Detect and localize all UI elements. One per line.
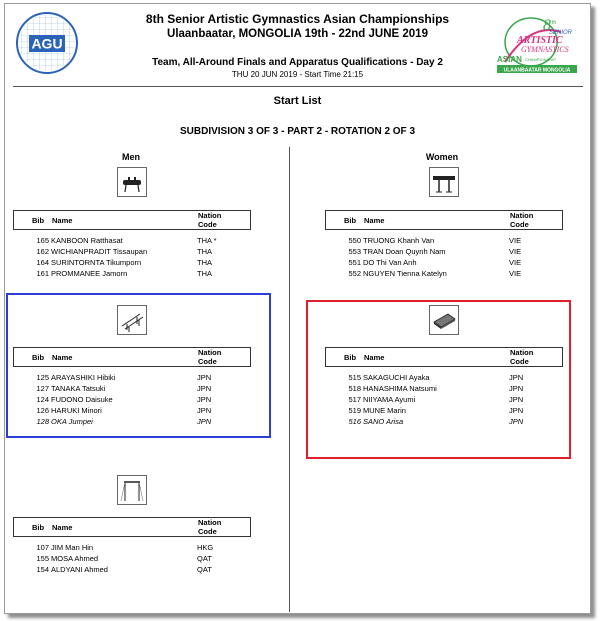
floor-exercise-icon <box>429 305 459 335</box>
athlete-row <box>13 416 251 427</box>
svg-text:ASIAN: ASIAN <box>497 55 522 64</box>
women-table-header <box>325 347 563 367</box>
athlete-bib: 516 <box>348 417 361 426</box>
athlete-name: JIM Man Hin <box>51 543 94 552</box>
parallel-bars-icon <box>117 305 147 335</box>
nation-header-line2: Code <box>198 220 217 229</box>
athlete-nation: VIE <box>509 247 522 256</box>
athlete-name: PROMMANEE Jamorn <box>51 269 128 278</box>
athlete-bib: 107 <box>36 543 49 552</box>
athlete-bib: 517 <box>348 395 361 404</box>
location-dates: Ulaanbaatar, MONGOLIA 19th - 22nd JUNE 2019 <box>167 28 428 40</box>
athlete-bib: 551 <box>348 258 361 267</box>
women-column-title: Women <box>425 152 459 162</box>
athlete-bib: 154 <box>36 565 49 574</box>
nation-header-line1: Nation <box>510 211 534 220</box>
athlete-bib: 125 <box>36 373 49 382</box>
athlete-name: FUDONO Daisuke <box>51 395 113 404</box>
athlete-row <box>325 257 563 268</box>
athlete-bib: 518 <box>348 384 361 393</box>
athlete-nation: JPN <box>509 384 524 393</box>
svg-text:ULAANBAATAR MONGOLIA: ULAANBAATAR MONGOLIA <box>503 67 571 74</box>
nation-header-line2: Code <box>198 357 217 366</box>
athlete-row <box>13 246 251 257</box>
athlete-name: TRAN Doan Quynh Nam <box>363 247 446 256</box>
athlete-bib: 165 <box>36 236 49 245</box>
bib-header: Bib <box>344 353 357 362</box>
athlete-row <box>13 564 251 575</box>
nation-header-line1: Nation <box>198 518 222 527</box>
athlete-bib: 552 <box>348 269 361 278</box>
svg-text:8: 8 <box>543 17 551 34</box>
athlete-row <box>325 246 563 257</box>
championship-title: 8th Senior Artistic Gymnastics Asian Championships <box>145 12 450 26</box>
subdivision-title: SUBDIVISION 3 OF 3 - PART 2 - ROTATION 2 OF 3 <box>179 126 416 137</box>
name-header: Name <box>52 523 73 532</box>
athlete-bib: 553 <box>348 247 361 256</box>
athlete-name: ALDYANI Ahmed <box>51 565 108 574</box>
bib-header: Bib <box>32 523 45 532</box>
nation-header-line2: Code <box>510 357 529 366</box>
athlete-nation: JPN <box>509 395 524 404</box>
athlete-row <box>325 268 563 279</box>
event-title: Team, All-Around Finals and Apparatus Qualifications - Day 2 <box>152 57 443 68</box>
athlete-name: ARAYASHIKI Hibiki <box>51 373 116 382</box>
athlete-bib: 124 <box>36 395 49 404</box>
athlete-name: HANASHIMA Natsumi <box>363 384 437 393</box>
name-header: Name <box>52 353 73 362</box>
balance-beam-icon <box>429 167 459 197</box>
nation-header-line1: Nation <box>198 348 222 357</box>
athlete-nation: JPN <box>197 406 212 415</box>
athlete-bib: 550 <box>348 236 361 245</box>
athlete-name: OKA Jumpei <box>51 417 93 426</box>
svg-text:AGU: AGU <box>31 35 63 52</box>
athlete-row <box>325 383 563 394</box>
start-list-title: Start List <box>273 95 322 107</box>
athlete-row <box>325 416 563 427</box>
athlete-name: DO Thi Van Anh <box>363 258 417 267</box>
svg-text:SENIOR: SENIOR <box>549 30 573 36</box>
athlete-bib: 126 <box>36 406 49 415</box>
athlete-name: MOSA Ahmed <box>51 554 99 563</box>
name-header: Name <box>52 216 73 225</box>
athlete-nation: VIE <box>509 258 522 267</box>
svg-text:CHAMPIONSHIP: CHAMPIONSHIP <box>525 57 556 62</box>
athlete-bib: 161 <box>36 269 49 278</box>
athlete-row <box>13 235 251 246</box>
athlete-name: WICHIANPRADIT Tissaupan <box>51 247 148 256</box>
athlete-row <box>325 394 563 405</box>
athlete-name: MUNE Marin <box>363 406 406 415</box>
athlete-nation: JPN <box>197 373 212 382</box>
header-divider <box>13 86 583 87</box>
athlete-name: KANBOON Ratthasat <box>51 236 123 245</box>
athlete-nation: VIE <box>509 236 522 245</box>
athlete-nation: JPN <box>509 373 524 382</box>
athlete-name: SANO Arisa <box>363 417 404 426</box>
athlete-row <box>13 372 251 383</box>
athlete-bib: 164 <box>36 258 49 267</box>
bib-header: Bib <box>32 216 45 225</box>
svg-text:th: th <box>552 20 557 26</box>
date-time: THU 20 JUN 2019 - Start Time 21:15 <box>231 70 364 79</box>
athlete-nation: JPN <box>509 417 524 426</box>
athlete-bib: 127 <box>36 384 49 393</box>
athlete-bib: 128 <box>36 417 49 426</box>
athlete-nation: THA <box>197 258 212 267</box>
men-table-header <box>13 517 251 537</box>
athlete-name: SURINTORNTA Tikumporn <box>51 258 142 267</box>
athlete-name: TRUONG Khanh Van <box>363 236 435 245</box>
start-list-page <box>4 3 591 614</box>
athlete-nation: THA * <box>197 236 217 245</box>
nation-header-line2: Code <box>510 220 529 229</box>
men-table-header <box>13 210 251 230</box>
men-table-header <box>13 347 251 367</box>
pommel-horse-icon <box>117 167 147 197</box>
athlete-nation: JPN <box>197 417 212 426</box>
bib-header: Bib <box>344 216 357 225</box>
athlete-row <box>325 372 563 383</box>
athlete-row <box>13 383 251 394</box>
svg-text:ARTISTIC: ARTISTIC <box>517 35 563 46</box>
nation-header-line1: Nation <box>198 211 222 220</box>
name-header: Name <box>364 216 385 225</box>
athlete-nation: THA <box>197 269 212 278</box>
athlete-name: NIIYAMA Ayumi <box>363 395 416 404</box>
athlete-bib: 519 <box>348 406 361 415</box>
athlete-nation: JPN <box>509 406 524 415</box>
athlete-nation: QAT <box>197 565 212 574</box>
women-table-header <box>325 210 563 230</box>
bib-header: Bib <box>32 353 45 362</box>
column-divider <box>289 147 290 612</box>
athlete-nation: JPN <box>197 395 212 404</box>
athlete-nation: THA <box>197 247 212 256</box>
athlete-nation: HKG <box>197 543 214 552</box>
svg-text:GYMNASTICS: GYMNASTICS <box>521 45 569 54</box>
athlete-row <box>13 394 251 405</box>
athlete-name: HARUKI Minori <box>51 406 102 415</box>
athlete-nation: QAT <box>197 554 212 563</box>
name-header: Name <box>364 353 385 362</box>
athlete-row <box>13 268 251 279</box>
athlete-nation: VIE <box>509 269 522 278</box>
athlete-bib: 515 <box>348 373 361 382</box>
athlete-name: TANAKA Tatsuki <box>51 384 106 393</box>
athlete-row <box>13 405 251 416</box>
athlete-name: NGUYEN Tienna Katelyn <box>363 269 447 278</box>
athlete-nation: JPN <box>197 384 212 393</box>
men-column-title: Men <box>122 152 140 162</box>
athlete-row <box>13 553 251 564</box>
athlete-row <box>325 235 563 246</box>
athlete-row <box>13 542 251 553</box>
horizontal-bar-icon <box>117 475 147 505</box>
athlete-bib: 155 <box>36 554 49 563</box>
athlete-name: SAKAGUCHI Ayaka <box>363 373 430 382</box>
nation-header-line2: Code <box>198 527 217 536</box>
nation-header-line1: Nation <box>510 348 534 357</box>
athlete-row <box>13 257 251 268</box>
athlete-row <box>325 405 563 416</box>
athlete-bib: 162 <box>36 247 49 256</box>
